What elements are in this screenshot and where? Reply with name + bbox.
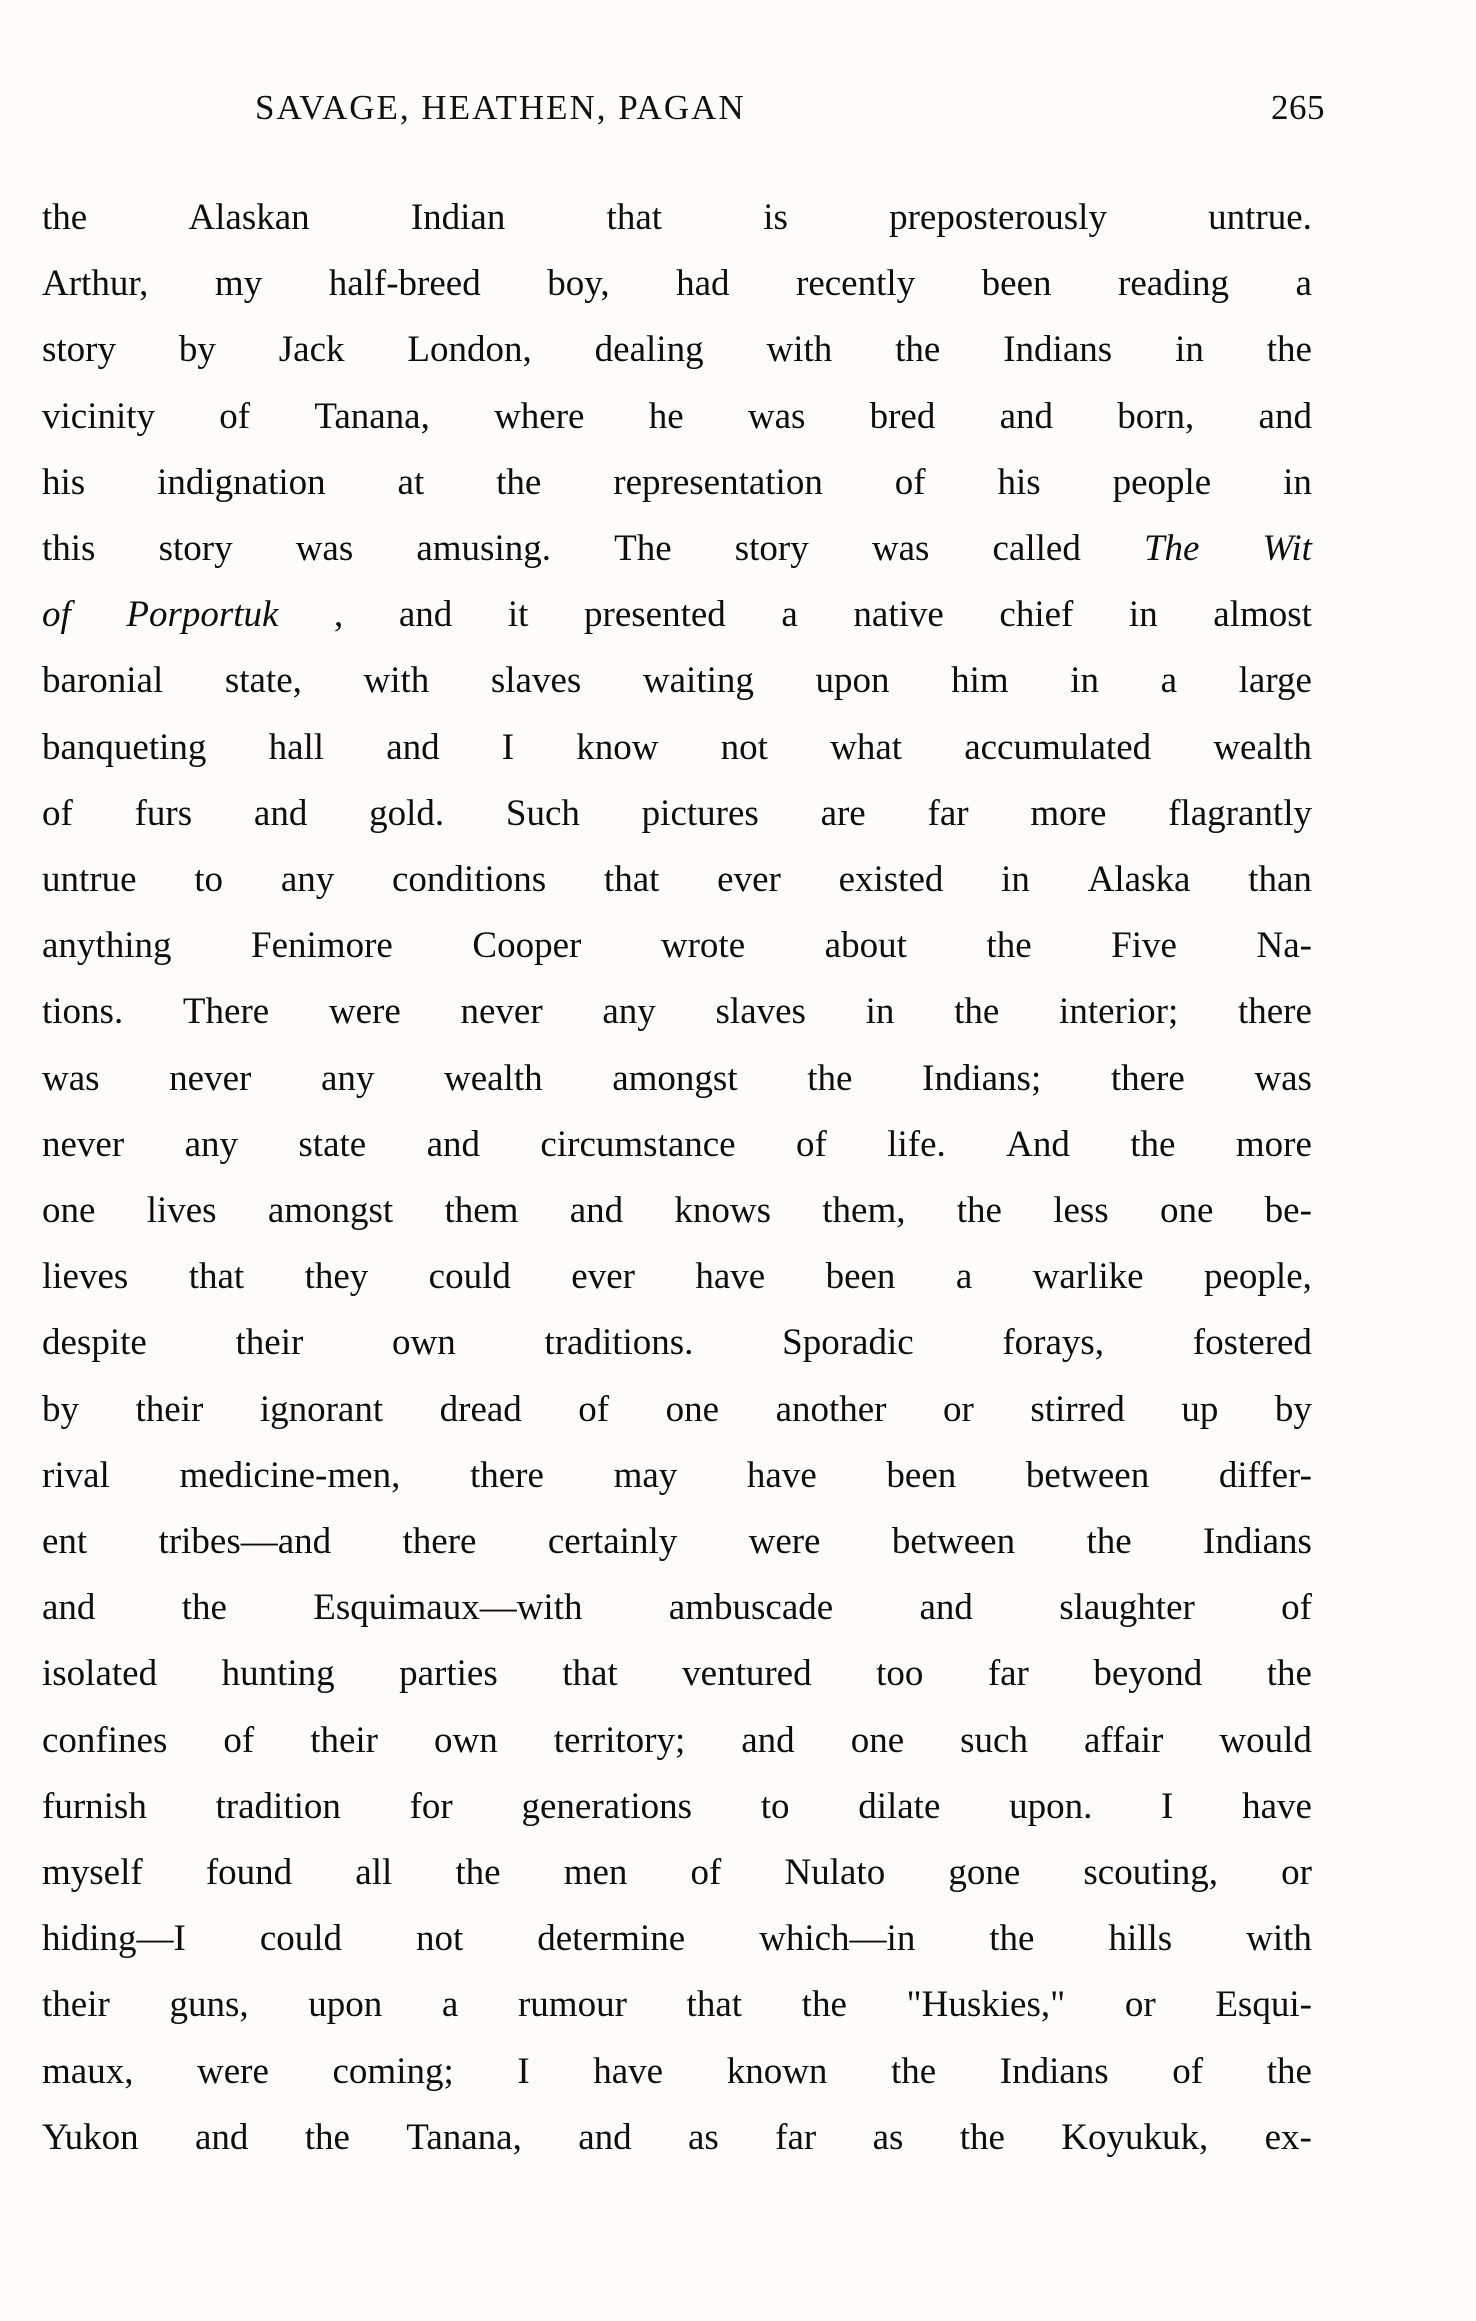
text-line: this story was amusing. The story was called The Wit — [42, 528, 1312, 570]
text-line: furnish tradition for generations to dilate upon. I have — [42, 1785, 1312, 1827]
text-line: by their ignorant dread of one another or stirred up by — [42, 1388, 1312, 1430]
text-line: story by Jack London, dealing with the Indians in the — [42, 329, 1312, 371]
text-line: untrue to any conditions that ever existed in Alaska than — [42, 859, 1312, 901]
paragraph — [42, 185, 1312, 2171]
text-line: maux, were coming; I have known the Indians of the — [42, 2050, 1312, 2092]
text-line: vicinity of Tanana, where he was bred and born, and — [42, 395, 1312, 437]
text-line: confines of their own territory; and one such affair would — [42, 1719, 1312, 1761]
body-text — [42, 185, 1312, 2171]
page-header — [255, 88, 1325, 128]
text-line: never any state and circumstance of life. And the more — [42, 1123, 1312, 1165]
running-head: SAVAGE, HEATHEN, PAGAN — [255, 88, 746, 127]
text-line: of Porportuk , and it presented a native chief in almost — [42, 594, 1312, 636]
text-line: their guns, upon a rumour that the "Huskies," or Esqui- — [42, 1984, 1312, 2026]
text-line: despite their own traditions. Sporadic forays, fostered — [42, 1322, 1312, 1364]
text-line: Arthur, my half-breed boy, had recently been reading a — [42, 263, 1312, 305]
text-line: lieves that they could ever have been a warlike people, — [42, 1256, 1312, 1298]
text-line: baronial state, with slaves waiting upon him in a large — [42, 660, 1312, 702]
text-line: the Alaskan Indian that is preposterously untrue. — [42, 197, 1312, 238]
text-line: and the Esquimaux—with ambuscade and slaughter of — [42, 1587, 1312, 1629]
text-line: myself found all the men of Nulato gone scouting, or — [42, 1852, 1312, 1894]
text-line: of furs and gold. Such pictures are far more flagrantly — [42, 792, 1312, 834]
text-line: was never any wealth amongst the Indians; there was — [42, 1057, 1312, 1099]
text-line: one lives amongst them and knows them, the less one be- — [42, 1190, 1312, 1232]
text-line: anything Fenimore Cooper wrote about the Five Na- — [42, 925, 1312, 967]
text-line: tions. There were never any slaves in the interior; there — [42, 991, 1312, 1033]
text-line: rival medicine-men, there may have been between differ- — [42, 1454, 1312, 1496]
text-line: Yukon and the Tanana, and as far as the Koyukuk, ex- — [42, 2116, 1312, 2158]
text-line: his indignation at the representation of his people in — [42, 461, 1312, 503]
text-line: banqueting hall and I know not what accumulated wealth — [42, 726, 1312, 768]
text-line: ent tribes—and there certainly were between the Indians — [42, 1521, 1312, 1563]
page-number: 265 — [1271, 88, 1325, 127]
text-line: hiding—I could not determine which—in the hills with — [42, 1918, 1312, 1960]
text-line: isolated hunting parties that ventured too far beyond the — [42, 1653, 1312, 1695]
